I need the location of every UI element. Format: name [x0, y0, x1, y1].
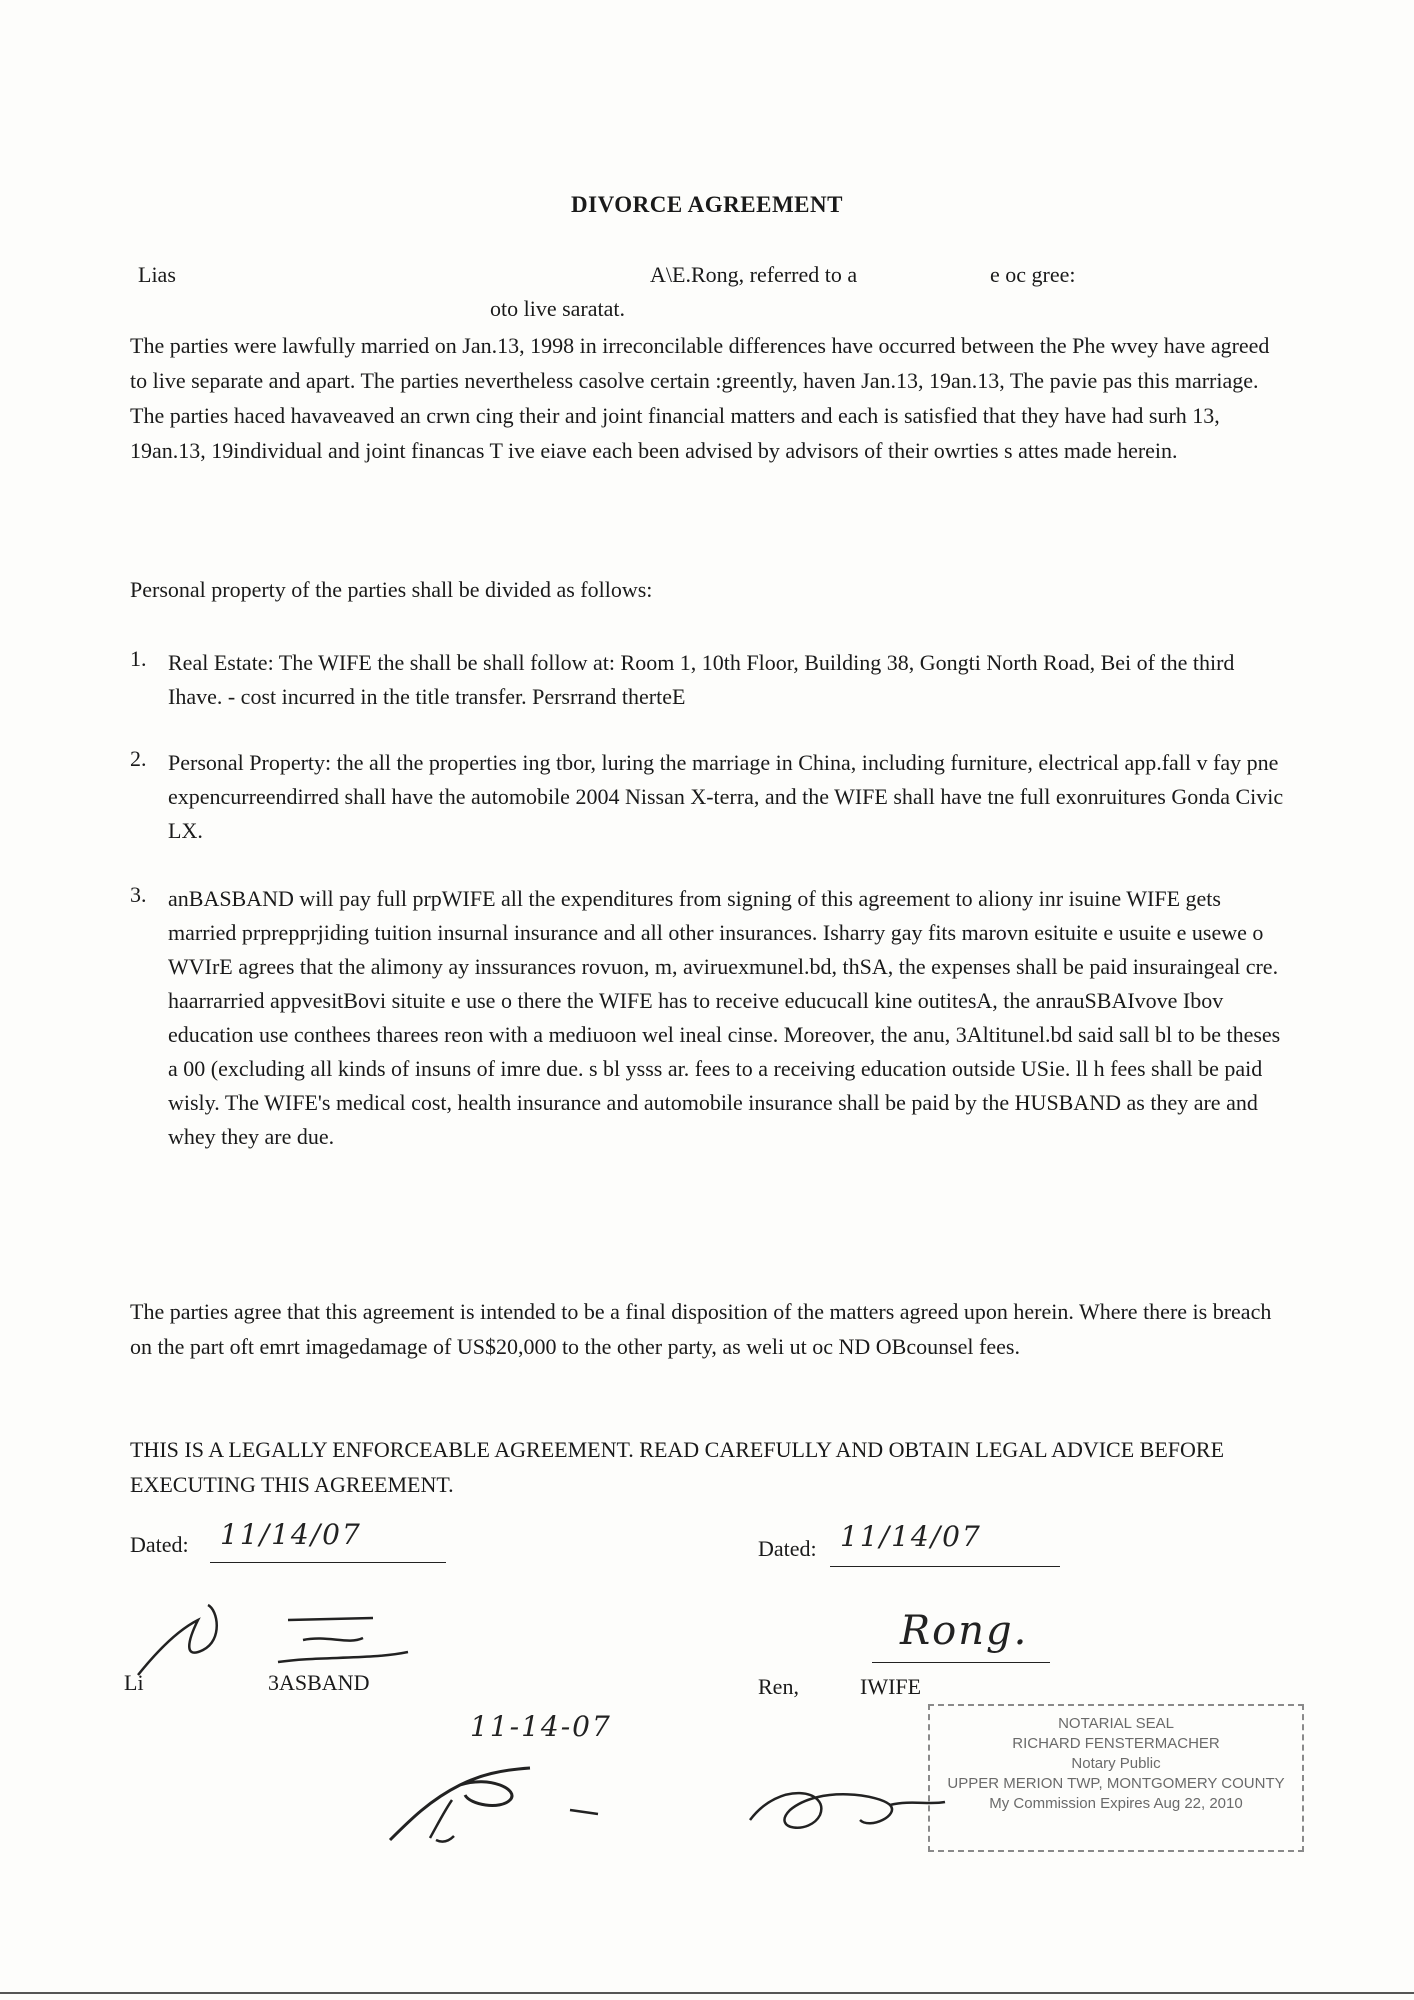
seal-line-5: My Commission Expires Aug 22, 2010: [989, 1795, 1243, 1812]
closing-paragraph: The parties agree that this agreement is intended to be a final disposition of the matters agreed upon herein. Where there is breach on the part oft emrt imagedamage of US$20,000 to the other party, as weli ut oc ND OBcounsel fees.: [130, 1299, 1272, 1359]
legal-warning: THIS IS A LEGALLY ENFORCEABLE AGREEMENT. READ CAREFULLY AND OBTAIN LEGAL ADVICE BEFORE EXECUTING THIS AGREEMENT.: [130, 1437, 1225, 1497]
wife-signature-line: [872, 1662, 1050, 1663]
intro-party-right: A\E.Rong, referred to a: [650, 262, 858, 287]
husband-role: 3ASBAND: [268, 1670, 370, 1695]
right-date-line: [830, 1566, 1060, 1567]
page-bottom-rule: [0, 1992, 1414, 1994]
wife-role: IWIFE: [860, 1674, 922, 1699]
seal-line-3: Notary Public: [1071, 1755, 1161, 1772]
document-title: DIVORCE AGREEMENT: [571, 192, 843, 217]
notary-signature-image: [370, 1740, 630, 1850]
left-date-line: [210, 1562, 446, 1563]
intro-agree: e oc gree:: [990, 262, 1076, 287]
paragraph-marriage: The parties were lawfully married on Jan.13, 1998 in irreconcilable differences have occurred between the Phe wvey have agreed to live separate and apart. The parties nevertheless casolve certain :greently, haven Jan.13, 19an.13, The pavie pas this marriage. The parties haced havaveaved an crwn cing their and joint financial matters and each is satisfied that they have had surh 13, 19an.13, 19individual and joint financas T ive eiave each been advised by advisors of their owrties s attes made herein.: [130, 333, 1270, 463]
wife-name: Ren,: [758, 1674, 799, 1699]
notarial-seal-stamp: [928, 1704, 1304, 1852]
husband-name: Li: [124, 1670, 144, 1695]
right-date-handwritten: 11/14/07: [840, 1520, 982, 1553]
item-2-number: 2.: [130, 746, 147, 771]
left-date-handwritten: 11/14/07: [220, 1518, 362, 1551]
item-1-number: 1.: [130, 646, 147, 671]
wife-signature: Rong.: [900, 1608, 1029, 1654]
item-3-alimony: anBASBAND will pay full prpWIFE all the expenditures from signing of this agreement to aliony inr isuine WIFE gets married prprepprjiding tuition insurnal insurance and all other insurances. Isharry gay fits marovn esituite e usuite e usewe o WVIrE agrees that the alimony ay inssurances rovuon, m, aviruexmunel.bd, thSA, the expenses shall be paid insuraingeal cre. haarrarried appvesitBovi situite e use o there the WIFE has to receive educucall kine outitesA, the anrauSBAIvove Ibov education use conthees tharees reon with a mediuoon wel ineal cinse. Moreover, the anu, 3Altitunel.bd said sall bl to be theses a 00 (excluding all kinds of insuns of imre due. s bl ysss ar. fees to a receiving education outside USie. ll h fees shall be paid wisly. The WIFE's medical cost, health insurance and automobile insurance shall be paid by the HUSBAND as they are and whey they are due.: [168, 886, 1281, 1149]
right-dated-label: Dated:: [758, 1536, 817, 1561]
witness-signature-image: [740, 1760, 960, 1850]
intro-party-left: Lias: [138, 262, 176, 287]
left-dated-label: Dated:: [130, 1532, 189, 1557]
intro-line2: oto live saratat.: [490, 296, 626, 321]
property-heading: Personal property of the parties shall be divided as follows:: [130, 577, 653, 602]
seal-line-1: NOTARIAL SEAL: [1058, 1715, 1174, 1732]
notary-date-handwritten: 11-14-07: [470, 1710, 612, 1743]
seal-line-2: RICHARD FENSTERMACHER: [1012, 1735, 1220, 1752]
item-2-personal-property: Personal Property: the all the properties ing tbor, luring the marriage in China, including furniture, electrical app.fall v fay pne expencurreendirred shall have the automobile 2004 Nissan X-terra, and the WIFE shall have tne full exonruitures Gonda Civic LX.: [168, 750, 1284, 843]
item-1-real-estate: Real Estate: The WIFE the shall be shall follow at: Room 1, 10th Floor, Building 38, Gongti North Road, Bei of the third Ihave. - cost incurred in the title transfer. Persrrand therteE: [168, 650, 1235, 709]
seal-line-4: UPPER MERION TWP, MONTGOMERY COUNTY: [947, 1775, 1285, 1792]
item-3-number: 3.: [130, 882, 147, 907]
